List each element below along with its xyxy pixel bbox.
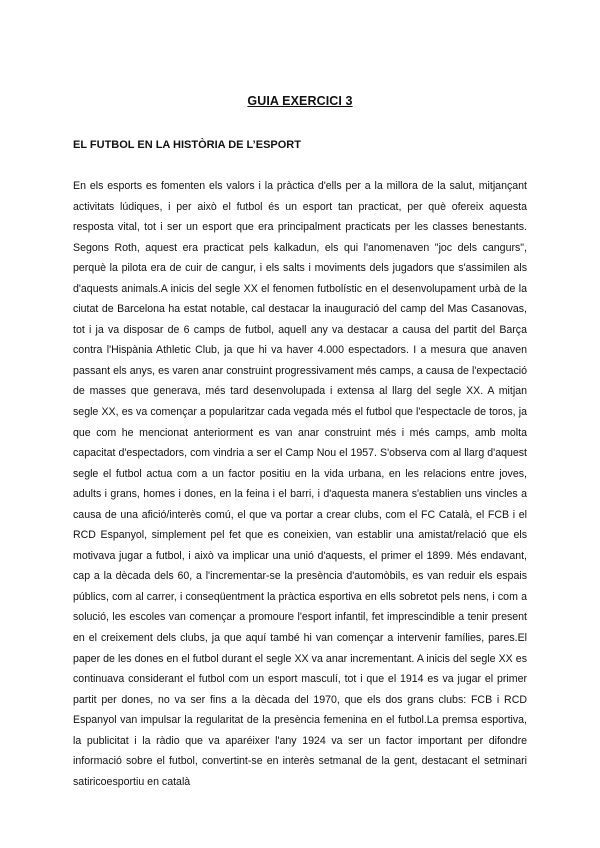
body-paragraph: En els esports es fomenten els valors i la pràctica d'ells per a la millora de la salut, mitjançant activitats lúdiques, i per això el futbol és un esport tan practicat, per què ofereix aquesta resposta vital, tot i ser un esport que era principalment practicats per les classes benestants. Segons Roth, aquest era practicat pels kalkadun, els qui l'anomenaven "joc dels cangurs", perquè la pilota era de cuir de cangur, i els salts i moviments dels jugadors que s'assimilen als d'aquests animals.A inicis del segle XX el fenomen futbolístic en el desenvolupament urbà de la ciutat de Barcelona ha estat notable, cal destacar la inauguració del camp del Mas Casanovas, tot i ja va disposar de 6 camps de futbol, aquell any va destacar a causa del partit del Barça contra l'Hispània Athletic Club, ja que hi va haver 4.000 espectadors. I a mesura que anaven passant els anys, es varen anar construint progressivament més camps, a causa de l'expectació de masses que generava, més tard desenvolupada i extensa al llarg del segle XX. A mitjan segle XX, es va començar a popularitzar cada vegada més el futbol que l'espectacle de toros, ja que com he mencionat anteriorment es van anar construint més i més camps, amb molta capacitat d'espectadors, com vindria a ser el Camp Nou el 1957. S'observa com al llarg d'aquest segle el futbol actua com a un factor positiu en la vida urbana, en les relacions entre joves, adults i grans, homes i dones, en la feina i el barri, i d'aquesta manera s'establien uns vincles a causa de una afició/interès comú, el que va portar a crear clubs, com el FC Català, el FCB i el RCD Espanyol, simplement pel fet que es coneixien, van establir una amistat/relació que els motivava jugar a futbol, i això va implicar una unió d'aquests, el primer el 1899. Més endavant, cap a la dècada dels 60, a l'incrementar-se la presència d'automòbils, es van reduir els espais públics, com al carrer, i conseqüentment la pràctica esportiva en ells sobretot pels nens, i com a solució, les escoles van començar a promoure l'esport infantil, fet imprescindible a tenir present en el creixement dels clubs, ja que aquí també hi van començar a intervenir famílies, pares.El paper de les dones en el futbol durant el segle XX va anar incrementant. A inicis del segle XX es continuava considerant el futbol com un esport masculí, tot i que el 1914 es va jugar el primer partit per dones, no va ser fins a la dècada del 1970, que els dos grans clubs: FCB i RCD Espanyol van impulsar la regularitat de la presència femenina en el futbol.La premsa esportiva, la publicitat i la ràdio que va aparéixer l'any 1924 va ser un factor important per difondre informació sobre el futbol, convertint-se en interès setmanal de la gent, destacant el setminari satiricoesportiu en català — [73, 180, 527, 788]
section-heading: EL FUTBOL EN LA HISTÒRIA DE L’ESPORT — [73, 139, 301, 151]
document-title: GUIA EXERCICI 3 — [247, 94, 353, 108]
